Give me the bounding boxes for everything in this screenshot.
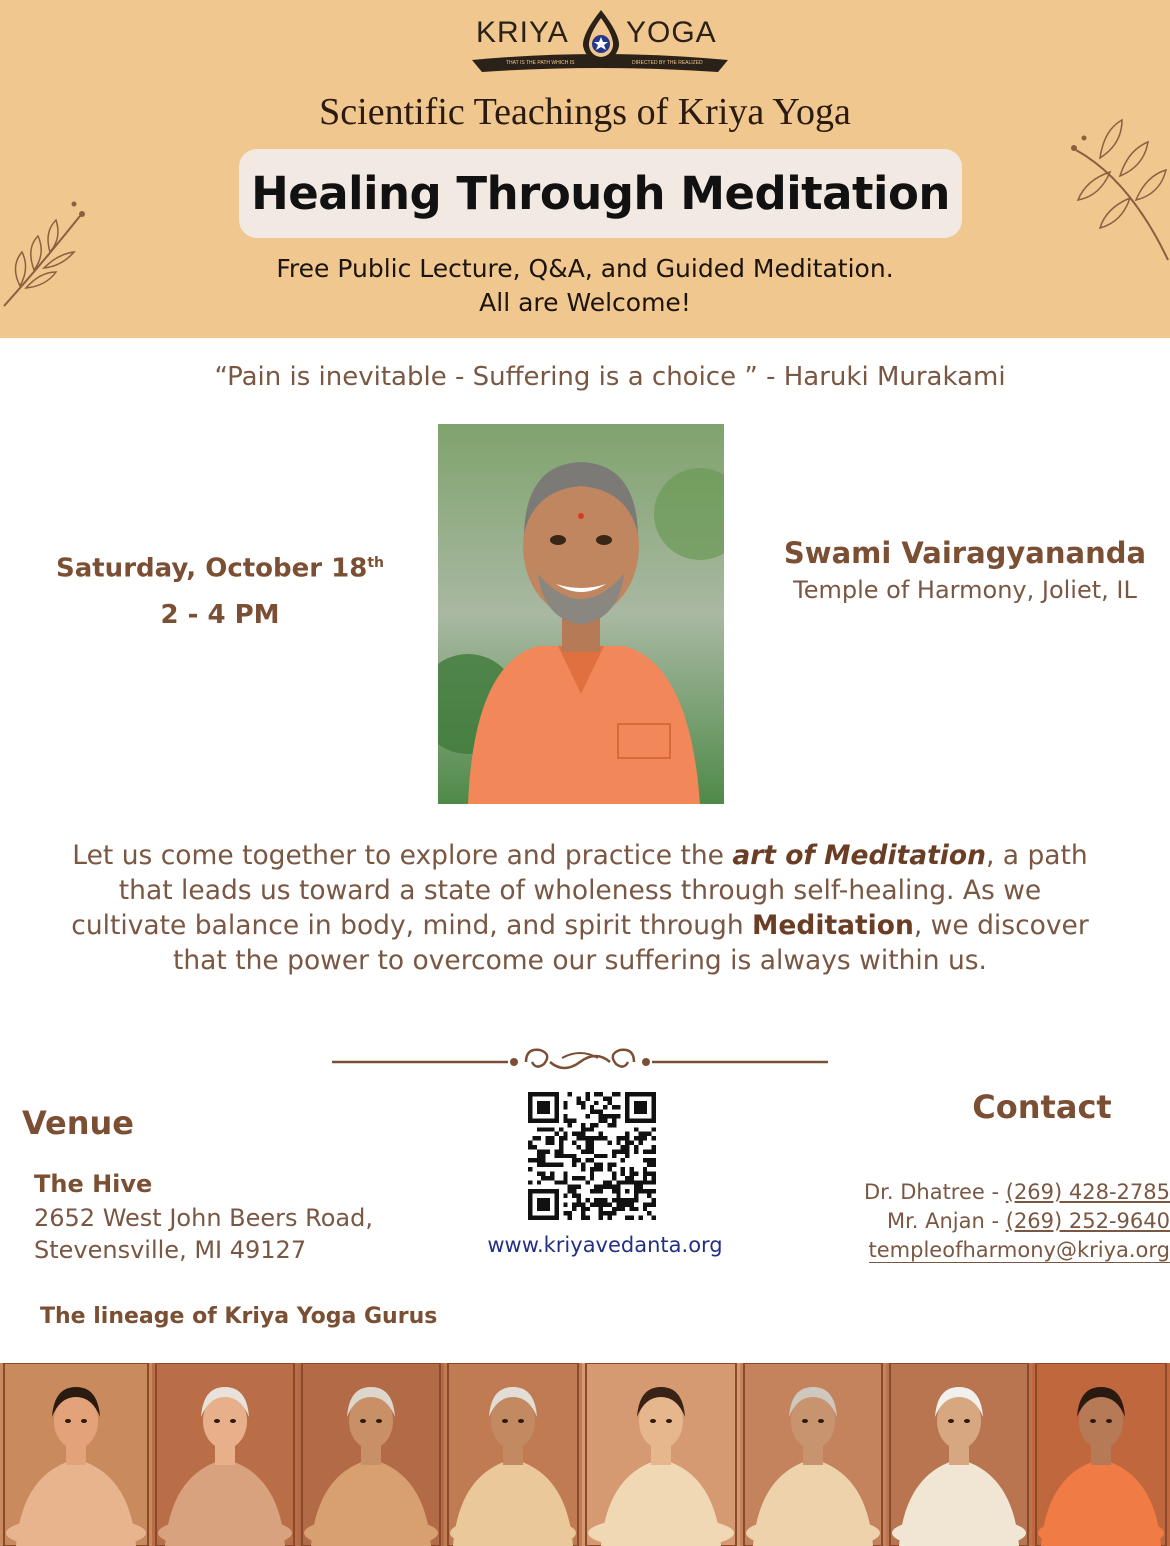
logo-word-yoga: YOGA <box>626 16 717 49</box>
venue-address <box>34 1202 373 1266</box>
guru-portrait-5 <box>582 1363 740 1546</box>
event-time: 2 - 4 PM <box>160 599 280 630</box>
contact-line-2: Mr. Anjan - (269) 252-9640 <box>886 1209 1170 1233</box>
lineage-heading: The lineage of Kriya Yoga Gurus <box>40 1304 438 1329</box>
event-date: Saturday, October 18th <box>55 553 385 584</box>
kriya-yoga-logo <box>470 8 732 76</box>
speaker-place: Temple of Harmony, Joliet, IL <box>793 576 1137 604</box>
qr-code-icon[interactable] <box>528 1092 656 1220</box>
contact-phone-2[interactable]: (269) 252-9640 <box>1005 1209 1170 1233</box>
guru-portrait-1 <box>0 1363 152 1546</box>
contact-heading: Contact <box>972 1088 1112 1126</box>
header-banner <box>0 0 1170 338</box>
guru-portrait-4 <box>444 1363 582 1546</box>
speaker-portrait-image <box>438 424 724 804</box>
contact-line-1: Dr. Dhatree - (269) 428-2785 <box>864 1180 1170 1204</box>
contact-email[interactable]: templeofharmony@kriya.org <box>868 1238 1170 1262</box>
event-date-time <box>30 540 410 638</box>
speaker-photo <box>438 424 724 804</box>
venue-name: The Hive <box>34 1170 153 1198</box>
right-leaf-ornament-icon <box>1070 110 1170 270</box>
venue-heading: Venue <box>22 1104 134 1142</box>
logo-tagline-left: THAT IS THE PATH WHICH IS <box>506 60 575 66</box>
left-leaf-ornament-icon <box>0 196 90 316</box>
ornamental-divider-icon <box>332 1044 828 1080</box>
guru-portrait-2 <box>152 1363 298 1546</box>
guru-portrait-6 <box>740 1363 886 1546</box>
venue-address-line-2: Stevensville, MI 49127 <box>34 1236 307 1264</box>
contact-details <box>810 1178 1170 1265</box>
logo-word-kriya: KRIYA <box>476 16 569 49</box>
logo-tagline-right: DIRECTED BY THE REALIZED <box>632 60 703 66</box>
contact-phone-1[interactable]: (269) 428-2785 <box>1005 1180 1170 1204</box>
tagline-line-2: All are Welcome! <box>479 288 691 317</box>
venue-address-line-1: 2652 West John Beers Road, <box>34 1204 373 1232</box>
tagline-line-1: Free Public Lecture, Q&A, and Guided Meditation. <box>276 254 894 283</box>
contact-email-line <box>810 1236 1170 1265</box>
event-subtitle: Scientific Teachings of Kriya Yoga <box>319 91 851 133</box>
guru-portrait-3 <box>298 1363 444 1546</box>
guru-portrait-7 <box>886 1363 1032 1546</box>
event-description: Let us come together to explore and practice the art of Meditation, a path that leads us toward a state of wholeness through self-healing. As we cultivate balance in body, mind, and spirit through Meditation, we discover that the power to overcome our suffering is always within us. <box>71 840 1089 976</box>
event-tagline <box>0 252 1170 320</box>
guru-lineage-strip <box>0 1363 1170 1546</box>
speaker-info <box>760 536 1170 604</box>
event-title-pill <box>239 149 962 238</box>
guru-portrait-8 <box>1032 1363 1170 1546</box>
speaker-name: Swami Vairagyananda <box>783 536 1147 570</box>
event-title: Healing Through Meditation <box>251 167 950 220</box>
quote: “Pain is inevitable - Suffering is a choice ” - Haruki Murakami <box>214 362 1006 392</box>
emphasis-art-of-meditation: art of Meditation <box>732 840 986 871</box>
emphasis-meditation: Meditation <box>752 910 914 941</box>
website-link[interactable]: www.kriyavedanta.org <box>487 1233 723 1257</box>
